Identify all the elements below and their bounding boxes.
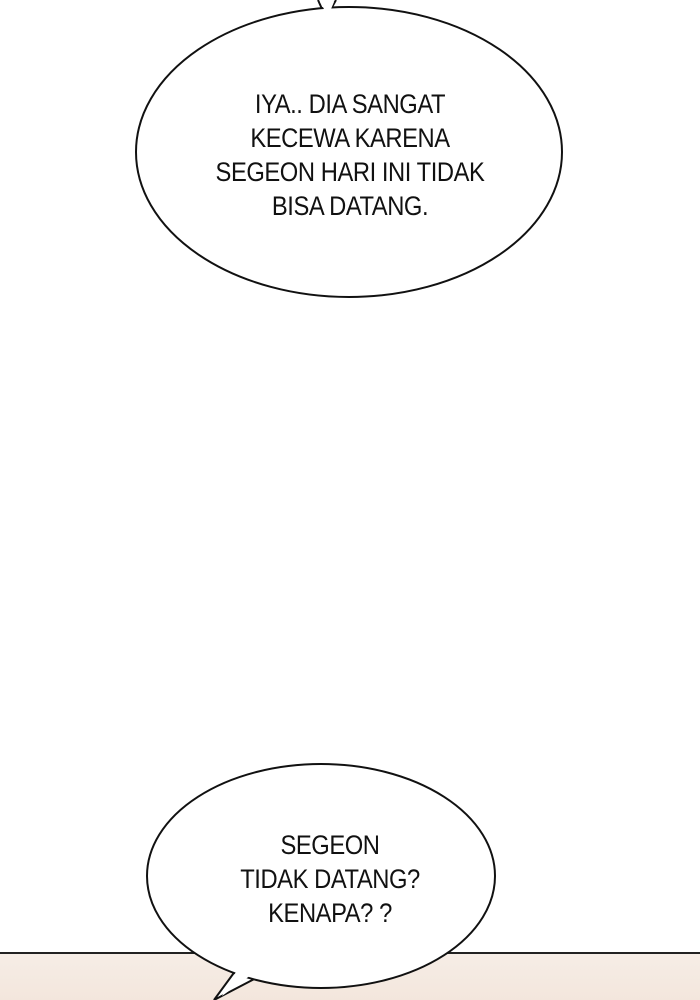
dialogue-line: TIDAK DATANG? [240,864,420,894]
dialogue-line: BISA DATANG. [271,191,429,221]
dialogue-line: IYA.. DIA SANGAT [254,89,446,119]
dialogue-line: SEGEON HARI INI TIDAK [215,157,485,187]
dialogue-line: SEGEON [280,830,380,860]
dialogue-line: KECEWA KARENA [250,123,450,153]
speech-bubble-bottom-text [207,828,453,930]
dialogue-line: KENAPA? ? [268,898,392,928]
speech-bubble-top-text [192,87,509,223]
